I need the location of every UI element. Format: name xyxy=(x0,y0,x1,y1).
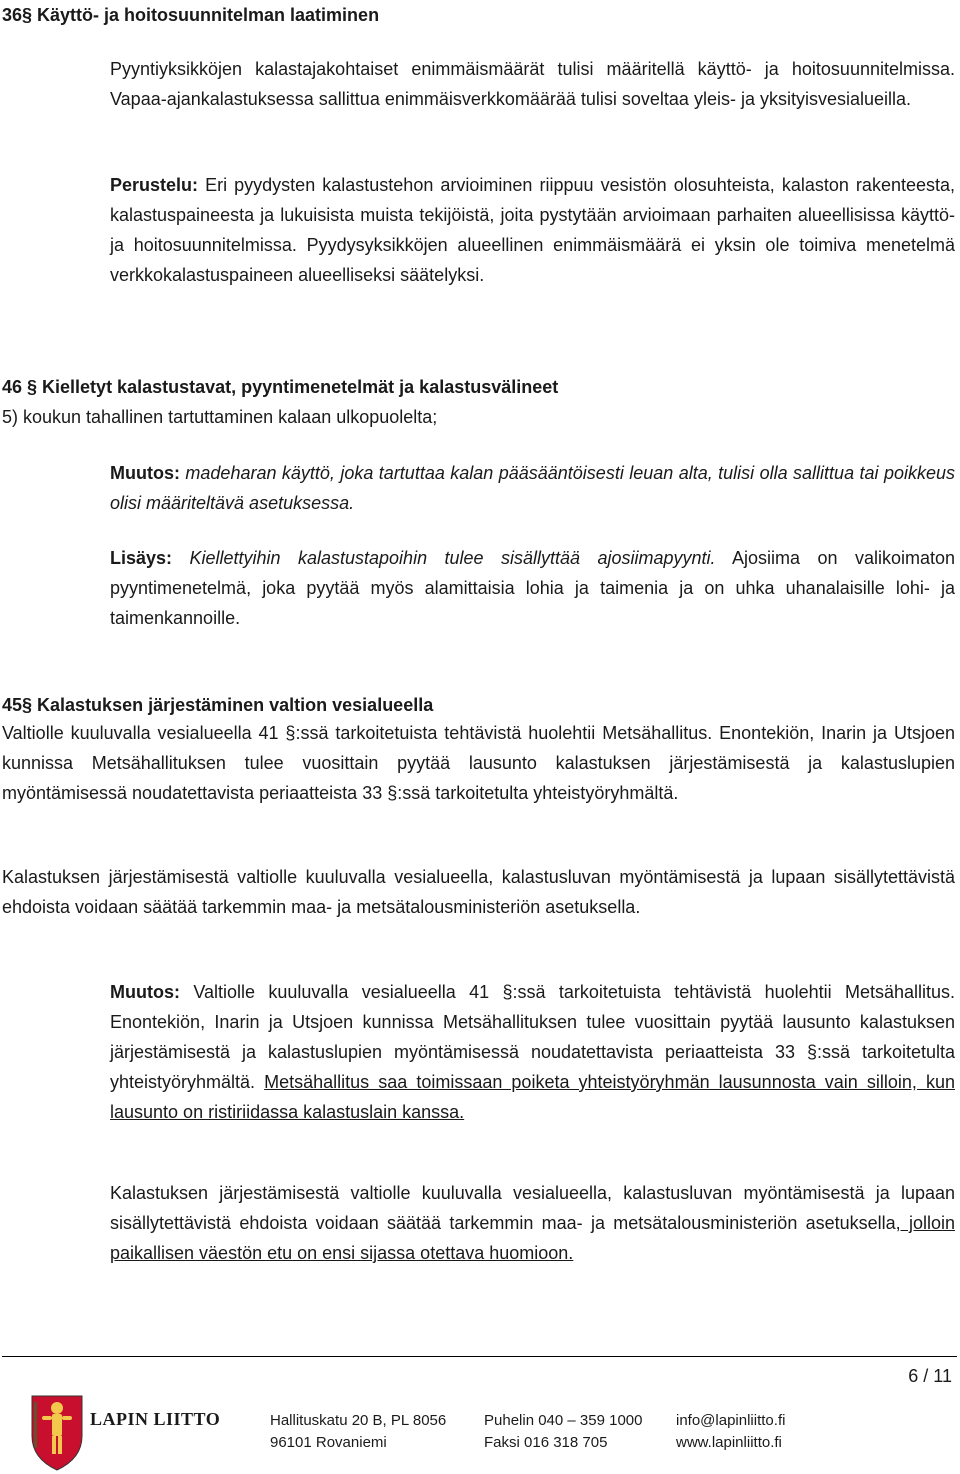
paragraph-3-underlined-text: , jolloin paikallisen väestön etu on ensi sijassa otettava huomioon. xyxy=(110,1213,955,1263)
footer-brand: LAPIN LIITTO xyxy=(90,1409,221,1429)
page-number: 6 / 11 xyxy=(908,1366,952,1386)
footer-address-line-1: Hallituskatu 20 B, PL 8056 xyxy=(270,1412,447,1429)
section-45-paragraph-2: Kalastuksen järjestämisestä valtiolle kuuluvalla vesialueella, kalastusluvan myöntämisestä ja lupaan sisällytettävistä ehdoista voidaan säätää tarkemmin maa- ja metsätalousministeriön asetuksella. xyxy=(2,867,955,917)
lisays-italic-text: Kiellettyihin kalastustapoihin tulee sisällyttää ajosiimapyynti. xyxy=(172,548,716,568)
footer-address-line-2: 96101 Rovaniemi xyxy=(270,1434,387,1451)
page-footer xyxy=(0,1390,960,1474)
section-45-muutos xyxy=(110,977,955,1127)
section-46-lisays xyxy=(110,543,955,633)
muutos-label: Muutos: xyxy=(110,982,180,1002)
section-45-paragraph-3 xyxy=(110,1178,955,1268)
section-46-item: 5) koukun tahallinen tartuttaminen kalaan ulkopuolelta; xyxy=(2,407,438,427)
footer-web-link[interactable]: www.lapinliitto.fi xyxy=(676,1434,782,1451)
lisays-text: Ajosiima on valikoimaton pyyntimenetelmä, joka pyytää myös alamittaisia lohia ja taimenia ja on uhka uhanalaisille lohi- ja taimenkannoille. xyxy=(110,548,955,628)
footer-divider xyxy=(2,1356,957,1357)
perustelu-text: Eri pyydysten kalastustehon arvioiminen riippuu vesistön olosuhteista, kalaston rakenteesta, kalastuspaineesta ja lukuisista muista tekijöistä, joita pystytään arvioimaan parhaiten alueellisissa käyttö- ja hoitosuunnitelmissa. Pyydysyksikköjen alueellinen enimmäismäärä ei yksin ole toimiva menetelmä verkkokalastuspaineen alueelliseksi säätelyksi. xyxy=(110,175,955,285)
muutos-text: madeharan käyttö, joka tartuttaa kalan pääsääntöisesti leuan alta, tulisi olla sallittua tai poikkeus olisi määriteltävä asetuksessa. xyxy=(110,463,955,513)
perustelu-label: Perustelu: xyxy=(110,175,199,195)
footer-contact xyxy=(676,1410,785,1454)
muutos-underlined-text: Metsähallitus saa toimissaan poiketa yhteistyöryhmän lausunnosta vain silloin, kun lausunto on ristiriidassa kalastuslain kanssa. xyxy=(110,1072,955,1122)
lisays-label: Lisäys: xyxy=(110,548,173,568)
footer-email-link[interactable]: info@lapinliitto.fi xyxy=(676,1412,786,1429)
footer-phone-number: Puhelin 040 – 359 1000 xyxy=(484,1412,643,1429)
section-36-paragraph: Pyyntiyksikköjen kalastajakohtaiset enimmäismäärät tulisi määritellä käyttö- ja hoitosuunnitelmissa. Vapaa-ajankalastuksessa sallittua enimmäisverkkomäärää tulisi soveltaa yleis- ja yksityisvesialueilla. xyxy=(110,59,955,109)
coat-of-arms-icon xyxy=(26,1392,88,1472)
section-45-paragraph-1: Valtiolle kuuluvalla vesialueella 41 §:ssä tarkoitetuista tehtävistä huolehtii Metsähallitus. Enontekiön, Inarin ja Utsjoen kunnissa Metsähallituksen tulee vuosittain pyytää lausunto kalastuksen järjestämisestä ja kalastuslupien myöntämisessä noudatettavista periaatteista 33 §:ssä tarkoitetulta yhteistyöryhmältä. xyxy=(2,723,955,803)
muutos-text: Valtiolle kuuluvalla vesialueella 41 §:ssä tarkoitetuista tehtävistä huolehtii Metsähallitus. Enontekiön, Inarin ja Utsjoen kunnissa Metsähallituksen tulee vuosittain pyytää lausunto kalastuksen järjestämisestä ja kalastuslupien myöntämisessä noudatettavista periaatteista 33 §:ssä tarkoitetulta yhteistyöryhmältä. xyxy=(110,982,955,1092)
muutos-label: Muutos: xyxy=(110,463,180,483)
paragraph-3-text: Kalastuksen järjestämisestä valtiolle kuuluvalla vesialueella, kalastusluvan myöntämisestä ja lupaan sisällytettävistä ehdoista voidaan säätää tarkemmin maa- ja metsätalousministeriön asetuksella xyxy=(110,1183,955,1233)
section-36-perustelu xyxy=(110,170,955,290)
section-46-heading: 46 § Kielletyt kalastustavat, pyyntimenetelmät ja kalastusvälineet xyxy=(2,377,559,397)
footer-phone xyxy=(484,1410,642,1454)
section-45-heading: 45§ Kalastuksen järjestäminen valtion vesialueella xyxy=(2,695,434,715)
footer-address xyxy=(270,1410,446,1454)
section-36-heading: 36§ Käyttö- ja hoitosuunnitelman laatiminen xyxy=(2,5,380,25)
section-46-muutos xyxy=(110,458,955,518)
footer-fax-number: Faksi 016 318 705 xyxy=(484,1434,608,1451)
